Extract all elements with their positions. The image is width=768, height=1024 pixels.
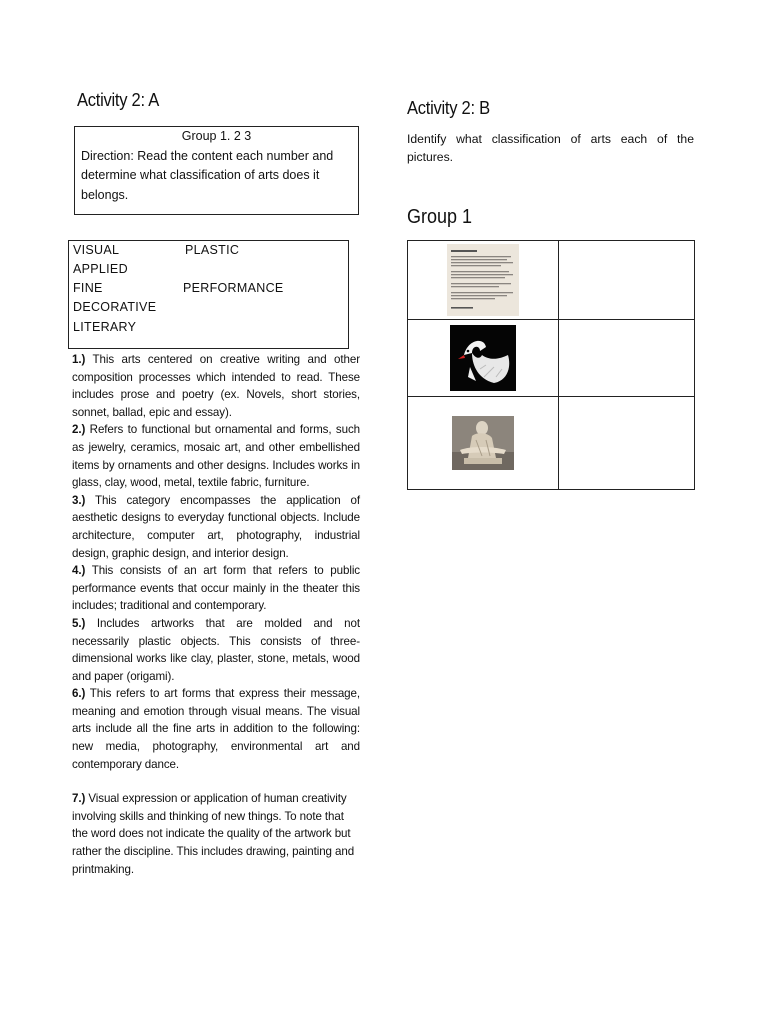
item-text: Includes artworks that are molded and not necessarily plastic objects. This consists of three-dimensional works like clay, plaster, stone, metals, wood and paper (origami).: [72, 616, 360, 683]
category-visual: VISUAL: [73, 243, 120, 257]
item-number: 3.): [72, 493, 86, 507]
answer-cell[interactable]: [559, 320, 695, 397]
item-text: Visual expression or application of human creativity involving skills and thinking of new things. To note that the word does not indicate the quality of the artwork but rather the discipline. This includes drawing, painting and printmaking.: [72, 792, 355, 876]
category-performance: PERFORMANCE: [183, 281, 284, 295]
activity-a-title: Activity 2: A: [77, 90, 160, 110]
list-item: [72, 615, 360, 685]
table-row: [408, 241, 695, 320]
categories-box: [68, 240, 349, 349]
direction-box: [74, 126, 359, 215]
direction-text: Direction: Read the content each number and determine what classification of arts does it belongs.: [81, 148, 334, 202]
category-plastic: PLASTIC: [185, 243, 240, 257]
list-item: [72, 790, 360, 878]
category-literary: LITERARY: [73, 320, 137, 334]
picture-cell: [408, 397, 559, 490]
picture-cell: [408, 320, 559, 397]
sculpture-image: [452, 416, 514, 470]
list-item: [72, 492, 360, 562]
category-decorative: DECORATIVE: [73, 300, 157, 314]
item-text: This consists of an art form that refers to public performance events that occur mainly in the theater this includes; traditional and contemporary.: [72, 564, 360, 613]
list-item: [72, 421, 360, 491]
item-number: 5.): [72, 616, 86, 630]
item-text: Refers to functional but ornamental and forms, such as jewelry, ceramics, mosaic art, and other embellished items by ornaments and other designs. Includes works in glass, clay, wood, metal, textile fabric, furniture.: [72, 423, 360, 490]
picture-cell: [408, 241, 559, 320]
activity-b-title: Activity 2: B: [407, 98, 490, 118]
item-number: 4.): [72, 564, 86, 578]
poem-page-image: [447, 244, 519, 316]
answer-cell[interactable]: [559, 397, 695, 490]
activity-b-instruction: Identify what classification of arts each of the pictures.: [407, 132, 694, 164]
item-text: This category encompasses the application of aesthetic designs to everyday functional objects. Include architecture, computer art, photography, industrial design, graphic design, and interior design.: [72, 493, 360, 560]
answer-cell[interactable]: [559, 241, 695, 320]
item-text: This refers to art forms that express their message, meaning and emotion through visual means. The visual arts include all the fine arts in addition to the following: new media, photography, environmental art and contemporary dance.: [72, 687, 360, 771]
list-item: [72, 351, 360, 421]
group-title: Group 1: [407, 206, 473, 228]
item-number: 6.): [72, 687, 86, 701]
list-item: [72, 685, 360, 773]
origami-swan-image: [450, 325, 516, 391]
category-fine: FINE: [73, 281, 103, 295]
item-number: 2.): [72, 423, 86, 437]
item-number: 1.): [72, 353, 86, 366]
category-applied: APPLIED: [73, 262, 128, 276]
item-list: [72, 351, 360, 878]
picture-table: [407, 240, 695, 490]
item-number: 7.): [72, 792, 86, 806]
item-text: This arts centered on creative writing and other composition processes which intended to read. These includes prose and poetry (ex. Novels, short stories, sonnet, ballad, epic and essay).: [72, 353, 360, 419]
table-row: [408, 397, 695, 490]
table-row: [408, 320, 695, 397]
group-line: Group 1. 2 3: [181, 129, 252, 143]
list-item: [72, 562, 360, 615]
